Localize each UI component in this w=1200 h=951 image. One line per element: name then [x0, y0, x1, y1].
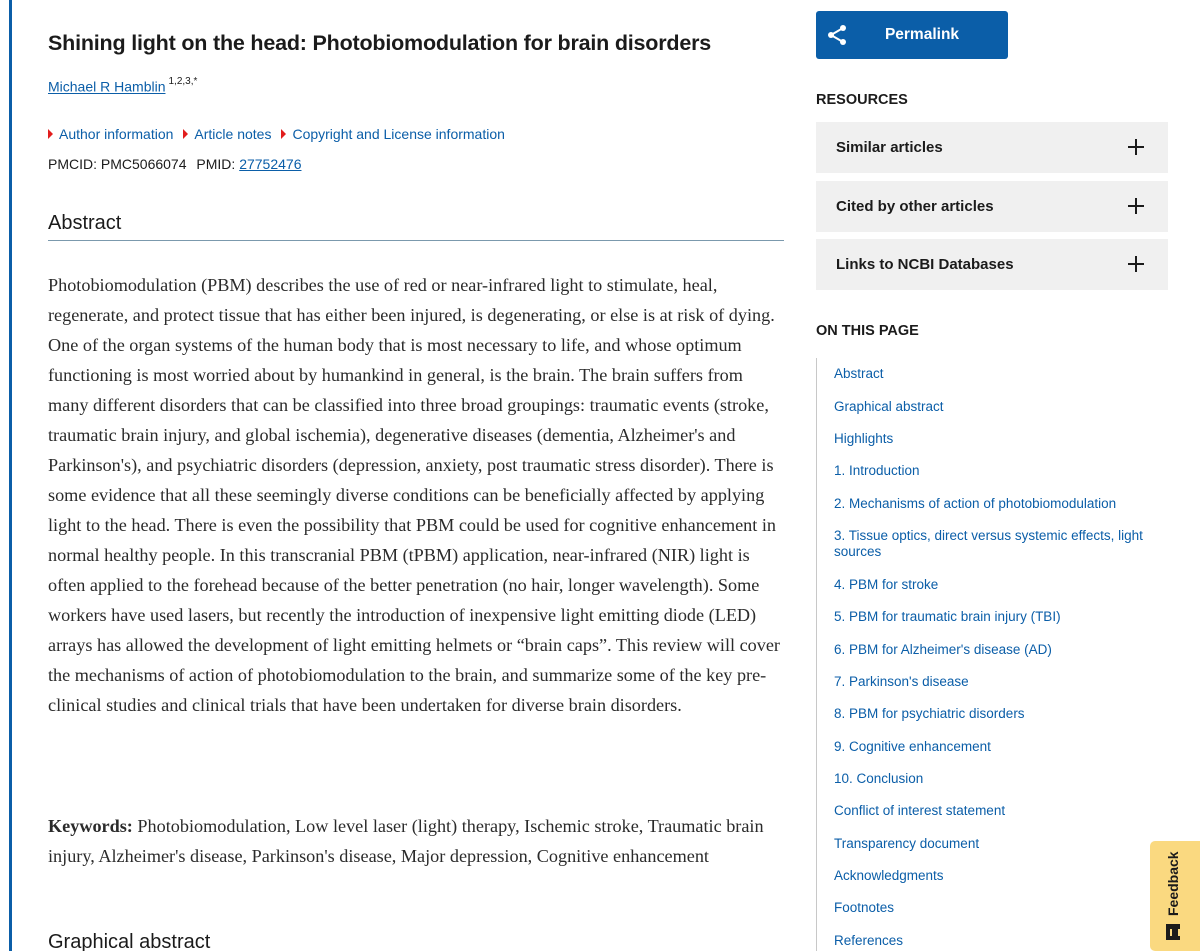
- cited-by-label: Cited by other articles: [836, 198, 994, 215]
- keywords-label: Keywords:: [48, 816, 133, 836]
- toc-tbi[interactable]: 5. PBM for traumatic brain injury (TBI): [834, 609, 1061, 624]
- toc-stroke[interactable]: 4. PBM for stroke: [834, 577, 939, 592]
- pmid-link[interactable]: 27752476: [239, 156, 302, 172]
- toc-references[interactable]: References: [834, 933, 904, 948]
- article-ids: [48, 156, 301, 172]
- graphical-abstract-heading: Graphical abstract: [48, 931, 211, 951]
- toc-tissue-optics[interactable]: 3. Tissue optics, direct versus systemic effects, light sources: [834, 528, 1143, 559]
- triangle-right-icon: [281, 129, 286, 139]
- ncbi-databases-label: Links to NCBI Databases: [836, 256, 1014, 273]
- similar-articles-accordion[interactable]: [816, 122, 1168, 173]
- resources-heading: RESOURCES: [816, 92, 908, 108]
- plus-icon: [1128, 198, 1144, 214]
- pmcid-value: PMC5066074: [100, 156, 187, 172]
- abstract-heading: Abstract: [48, 212, 784, 241]
- toc-psychiatric[interactable]: 8. PBM for psychiatric disorders: [834, 706, 1025, 721]
- author-link[interactable]: Michael R Hamblin: [48, 78, 166, 95]
- toc-cognitive-enhancement[interactable]: 9. Cognitive enhancement: [834, 739, 991, 754]
- toc-graphical-abstract[interactable]: Graphical abstract: [834, 399, 944, 414]
- feedback-label: Feedback: [1165, 851, 1181, 916]
- similar-articles-label: Similar articles: [836, 139, 943, 156]
- author-affiliations: 1,2,3,*: [168, 76, 198, 87]
- article-title: Shining light on the head: Photobiomodulation for brain disorders: [48, 31, 712, 55]
- article-notes-toggle[interactable]: [183, 126, 271, 142]
- pmid-label: PMID:: [196, 156, 236, 172]
- toc-introduction[interactable]: 1. Introduction: [834, 463, 920, 478]
- keywords: [48, 811, 784, 871]
- toc-conflict-of-interest[interactable]: Conflict of interest statement: [834, 803, 1006, 818]
- keywords-text: Photobiomodulation, Low level laser (light) therapy, Ischemic stroke, Traumatic brain injury, Alzheimer's disease, Parkinson's disease, Major depression, Cognitive enhancement: [48, 816, 764, 866]
- feedback-icon: [1166, 924, 1180, 940]
- triangle-right-icon: [48, 129, 53, 139]
- plus-icon: [1128, 139, 1144, 155]
- left-accent-rule: [9, 0, 12, 951]
- copyright-license-label: Copyright and License information: [292, 126, 505, 142]
- author-information-label: Author information: [59, 126, 174, 142]
- toc-highlights[interactable]: Highlights: [834, 431, 894, 446]
- ncbi-databases-accordion[interactable]: [816, 239, 1168, 290]
- toc-alzheimers[interactable]: 6. PBM for Alzheimer's disease (AD): [834, 642, 1052, 657]
- feedback-button[interactable]: [1150, 841, 1200, 951]
- permalink-label: Permalink: [884, 26, 960, 43]
- permalink-button[interactable]: [816, 11, 1008, 59]
- toc-conclusion[interactable]: 10. Conclusion: [834, 771, 924, 786]
- author-information-toggle[interactable]: [48, 126, 173, 142]
- article-notes-label: Article notes: [194, 126, 272, 142]
- table-of-contents: [816, 358, 1168, 951]
- copyright-license-toggle[interactable]: [281, 126, 504, 142]
- triangle-right-icon: [183, 129, 188, 139]
- cited-by-accordion[interactable]: [816, 181, 1168, 232]
- author-row: [48, 78, 197, 95]
- abstract-text: Photobiomodulation (PBM) describes the use of red or near-infrared light to stimulate, heal, regenerate, and protect tissue that has either been injured, is degenerating, or else is at risk of dying. One of the organ systems of the human body that is most necessary to life, and whose optimum functioning is most worried about by humankind in general, is the brain. The brain suffers from many different disorders that can be classified into three broad groupings: traumatic events (stroke, traumatic brain injury, and global ischemia), degenerative diseases (dementia, Alzheimer's and Parkinson's), and psychiatric disorders (depression, anxiety, post traumatic stress disorder). There is some evidence that all these seemingly diverse conditions can be beneficially affected by applying light to the head. There is even the possibility that PBM could be used for cognitive enhancement in normal healthy people. In this transcranial PBM (tPBM) application, near-infrared (NIR) light is often applied to the forehead because of the better penetration (no hair, longer wavelength). Some workers have used lasers, but recently the introduction of inexpensive light emitting diode (LED) arrays has allowed the development of light emitting helmets or “brain caps”. This review will cover the mechanisms of action of photobiomodulation to the brain, and summarize some of the key pre-clinical studies and clinical trials that have been undertaken for diverse brain disorders.: [48, 275, 780, 715]
- toc-acknowledgments[interactable]: Acknowledgments: [834, 868, 944, 883]
- plus-icon: [1128, 256, 1144, 272]
- on-this-page-heading: ON THIS PAGE: [816, 323, 919, 339]
- toc-footnotes[interactable]: Footnotes: [834, 900, 895, 915]
- toc-abstract[interactable]: Abstract: [834, 366, 884, 381]
- article-info-links: [48, 126, 505, 142]
- toc-parkinsons[interactable]: 7. Parkinson's disease: [834, 674, 969, 689]
- toc-mechanisms[interactable]: 2. Mechanisms of action of photobiomodulation: [834, 496, 1117, 511]
- pmcid-label: PMCID:: [48, 156, 97, 172]
- toc-transparency[interactable]: Transparency document: [834, 836, 980, 851]
